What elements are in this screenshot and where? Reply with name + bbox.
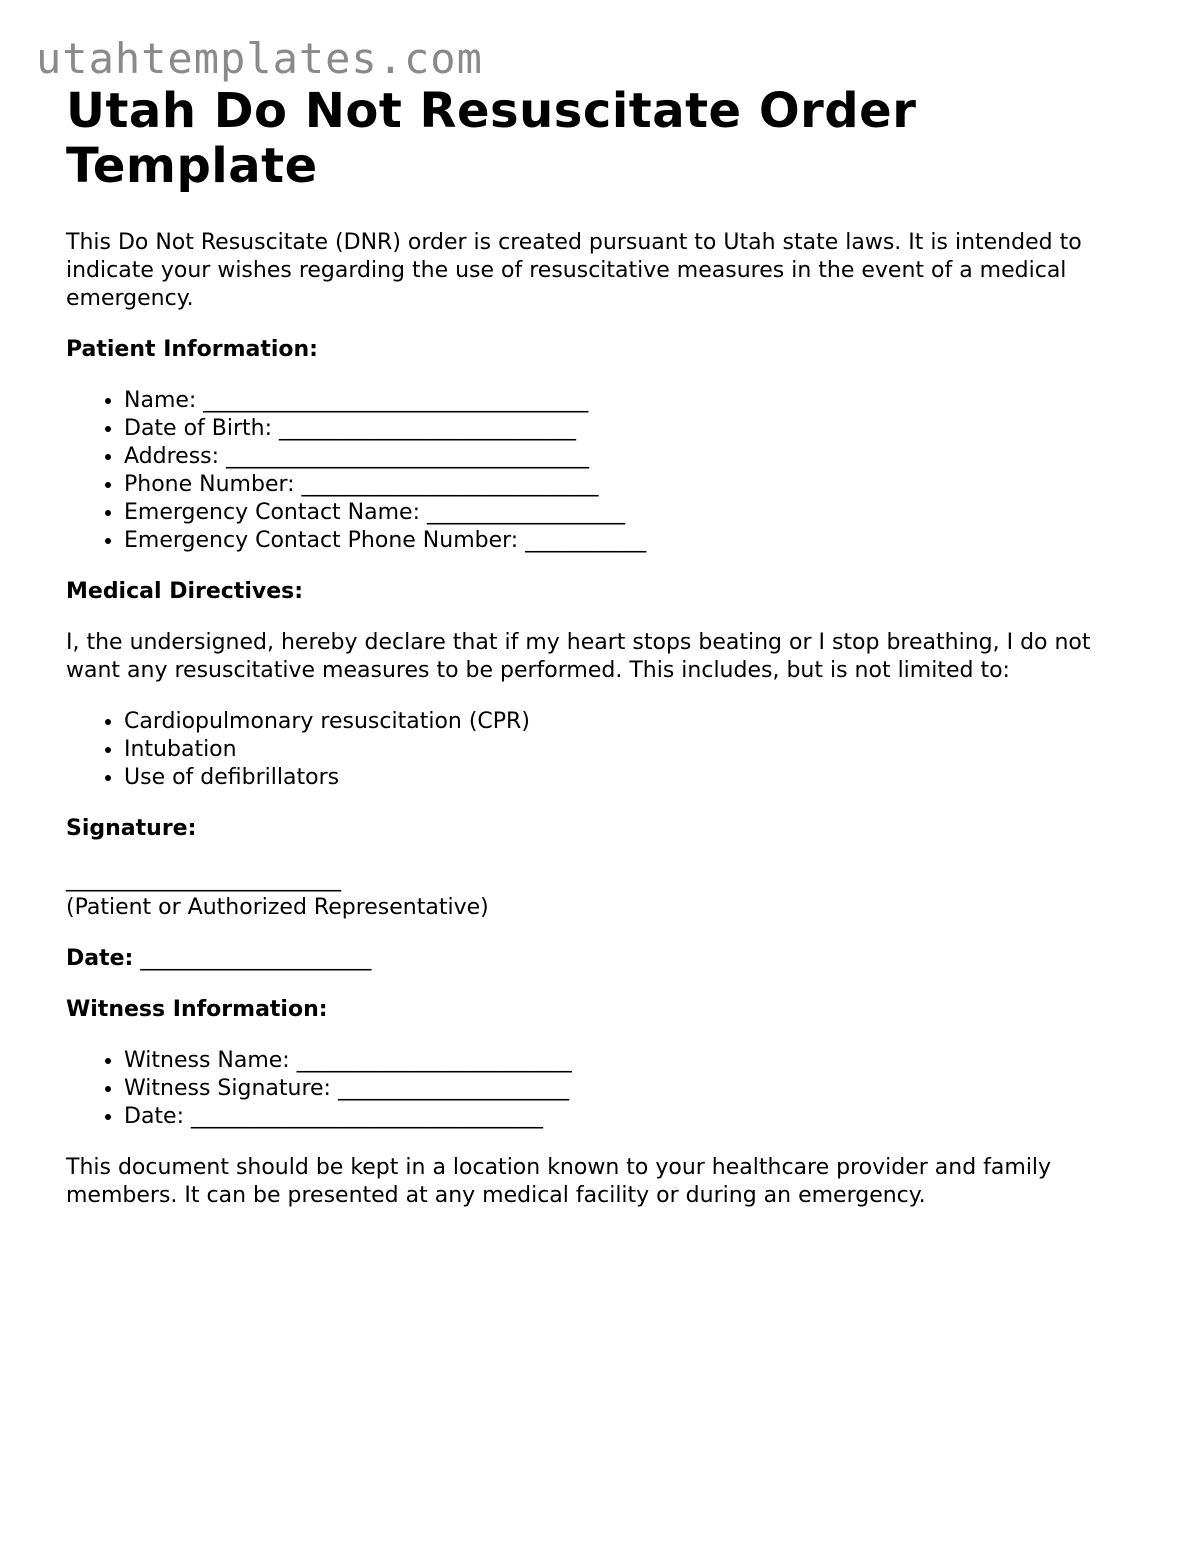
directives-paragraph: I, the undersigned, hereby declare that if my heart stops beating or I stop breathing, I do not want any resuscitative measures to be performed. This includes, but is not limited to: <box>66 630 1091 683</box>
signature-line: _________________________ <box>66 867 341 892</box>
medical-directives-heading: Medical Directives: <box>66 579 304 604</box>
page-title: Utah Do Not Resuscitate Order Template <box>66 83 917 194</box>
patient-address-field: • Address: _________________________________ <box>124 443 1136 471</box>
document <box>66 84 1136 1210</box>
signature-caption: (Patient or Authorized Representative) <box>66 895 489 920</box>
witness-info-list <box>66 1047 1136 1131</box>
date-field <box>66 945 1136 973</box>
watermark: utahtemplates.com <box>36 34 483 83</box>
intro-paragraph: This Do Not Resuscitate (DNR) order is created pursuant to Utah state laws. It is intended to indicate your wishes regarding the use of resuscitative measures in the event of a medical emergency. <box>66 230 1082 311</box>
patient-name-field: • Name: ___________________________________ <box>124 387 1136 415</box>
signature-heading: Signature: <box>66 816 197 841</box>
date-line: _____________________ <box>140 946 372 971</box>
patient-info-list <box>66 387 1136 555</box>
witness-date-field: • Date: ________________________________ <box>124 1103 1136 1131</box>
emergency-contact-phone-field: • Emergency Contact Phone Number: ___________ <box>124 527 1136 555</box>
list-item: • Intubation <box>124 736 1136 764</box>
emergency-contact-name-field: • Emergency Contact Name: __________________ <box>124 499 1136 527</box>
closing-paragraph: This document should be kept in a location known to your healthcare provider and family members. It can be presented at any medical facility or during an emergency. <box>66 1155 1052 1208</box>
witness-name-field: • Witness Name: _________________________ <box>124 1047 1136 1075</box>
list-item: • Cardiopulmonary resuscitation (CPR) <box>124 708 1136 736</box>
witness-info-heading: Witness Information: <box>66 997 328 1022</box>
list-item: • Use of defibrillators <box>124 764 1136 792</box>
witness-signature-field: • Witness Signature: _____________________ <box>124 1075 1136 1103</box>
patient-dob-field: • Date of Birth: ___________________________ <box>124 415 1136 443</box>
patient-info-heading: Patient Information: <box>66 337 318 362</box>
directives-list <box>66 708 1136 792</box>
patient-phone-field: • Phone Number: ___________________________ <box>124 471 1136 499</box>
date-label: Date: <box>66 946 134 971</box>
